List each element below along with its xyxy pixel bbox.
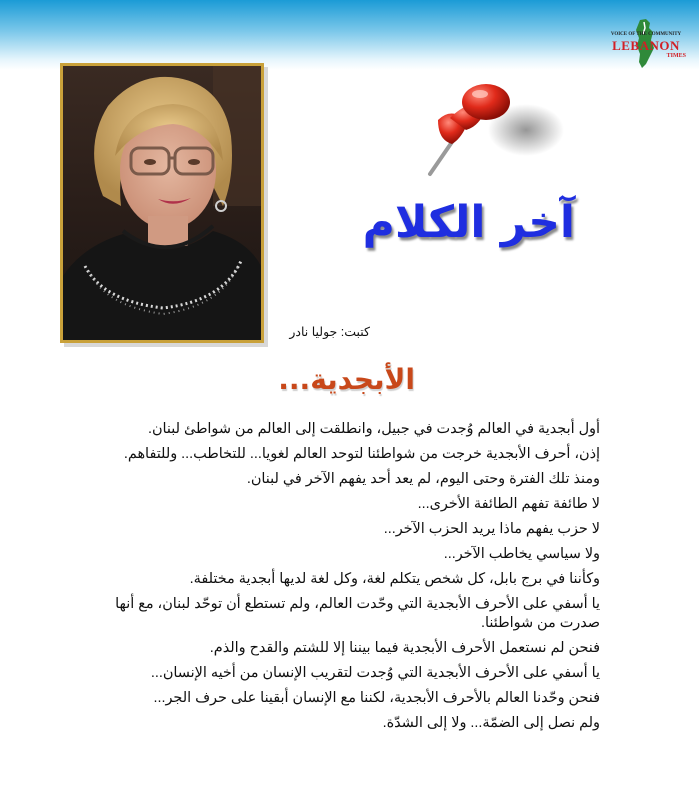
article-paragraph: وكأننا في برج بابل، كل شخص يتكلم لغة، وكل لغة لديها أبجدية مختلفة.: [189, 571, 600, 587]
article-paragraph: ومنذ تلك الفترة وحتى اليوم، لم يعد أحد يفهم الآخر في لبنان.: [246, 471, 600, 487]
article-paragraph: ولم نصل إلى الضمّة... ولا إلى الشدّة.: [382, 715, 600, 731]
article-title: الأبجدية...: [278, 363, 415, 396]
article-paragraph: يا أسفي على الأحرف الأبجدية التي وحّدت العالم، ولم تستطع أن توحّد لبنان، مع أنها صدرت من شواطئنا.: [115, 596, 600, 631]
article-paragraph: لا حزب يفهم ماذا يريد الحزب الآخر...: [383, 521, 600, 537]
author-photo: [60, 63, 264, 343]
article-paragraph: أول أبجدية في العالم وُجدت في جبيل، وانطلقت إلى العالم من شواطئ لبنان.: [147, 421, 600, 437]
section-title: آخر الكلام: [362, 197, 575, 248]
article-body: [100, 420, 600, 739]
article-paragraph: إذن، أحرف الأبجدية خرجت من شواطئنا لتوحد العالم لغويا... للتخاطب... وللتفاهم.: [123, 446, 600, 462]
article-paragraph: ولا سياسي يخاطب الآخر...: [443, 546, 600, 562]
article-paragraph: يا أسفي على الأحرف الأبجدية التي وُجدت لتقريب الإنسان من أخيه الإنسان...: [150, 665, 600, 681]
pushpin-icon: [408, 78, 568, 178]
article-paragraph: فنحن وحّدنا العالم بالأحرف الأبجدية، لكننا مع الإنسان أبقينا على حرف الجر...: [153, 690, 600, 706]
logo-name: LEBANON: [612, 38, 680, 53]
lebanon-times-logo[interactable]: [600, 18, 692, 70]
author-byline: كتبت: جوليا نادر: [289, 325, 370, 339]
author-portrait-image: [63, 66, 261, 340]
article-paragraph: فنحن لم نستعمل الأحرف الأبجدية فيما بيننا إلا للشتم والقدح والذم.: [209, 640, 600, 656]
logo-times: TIMES: [666, 53, 686, 59]
article-paragraph: لا طائفة تفهم الطائفة الأخرى...: [417, 496, 600, 512]
logo-tagline: VOICE OF THE COMMUNITY: [610, 32, 682, 37]
header-banner: [0, 0, 699, 70]
